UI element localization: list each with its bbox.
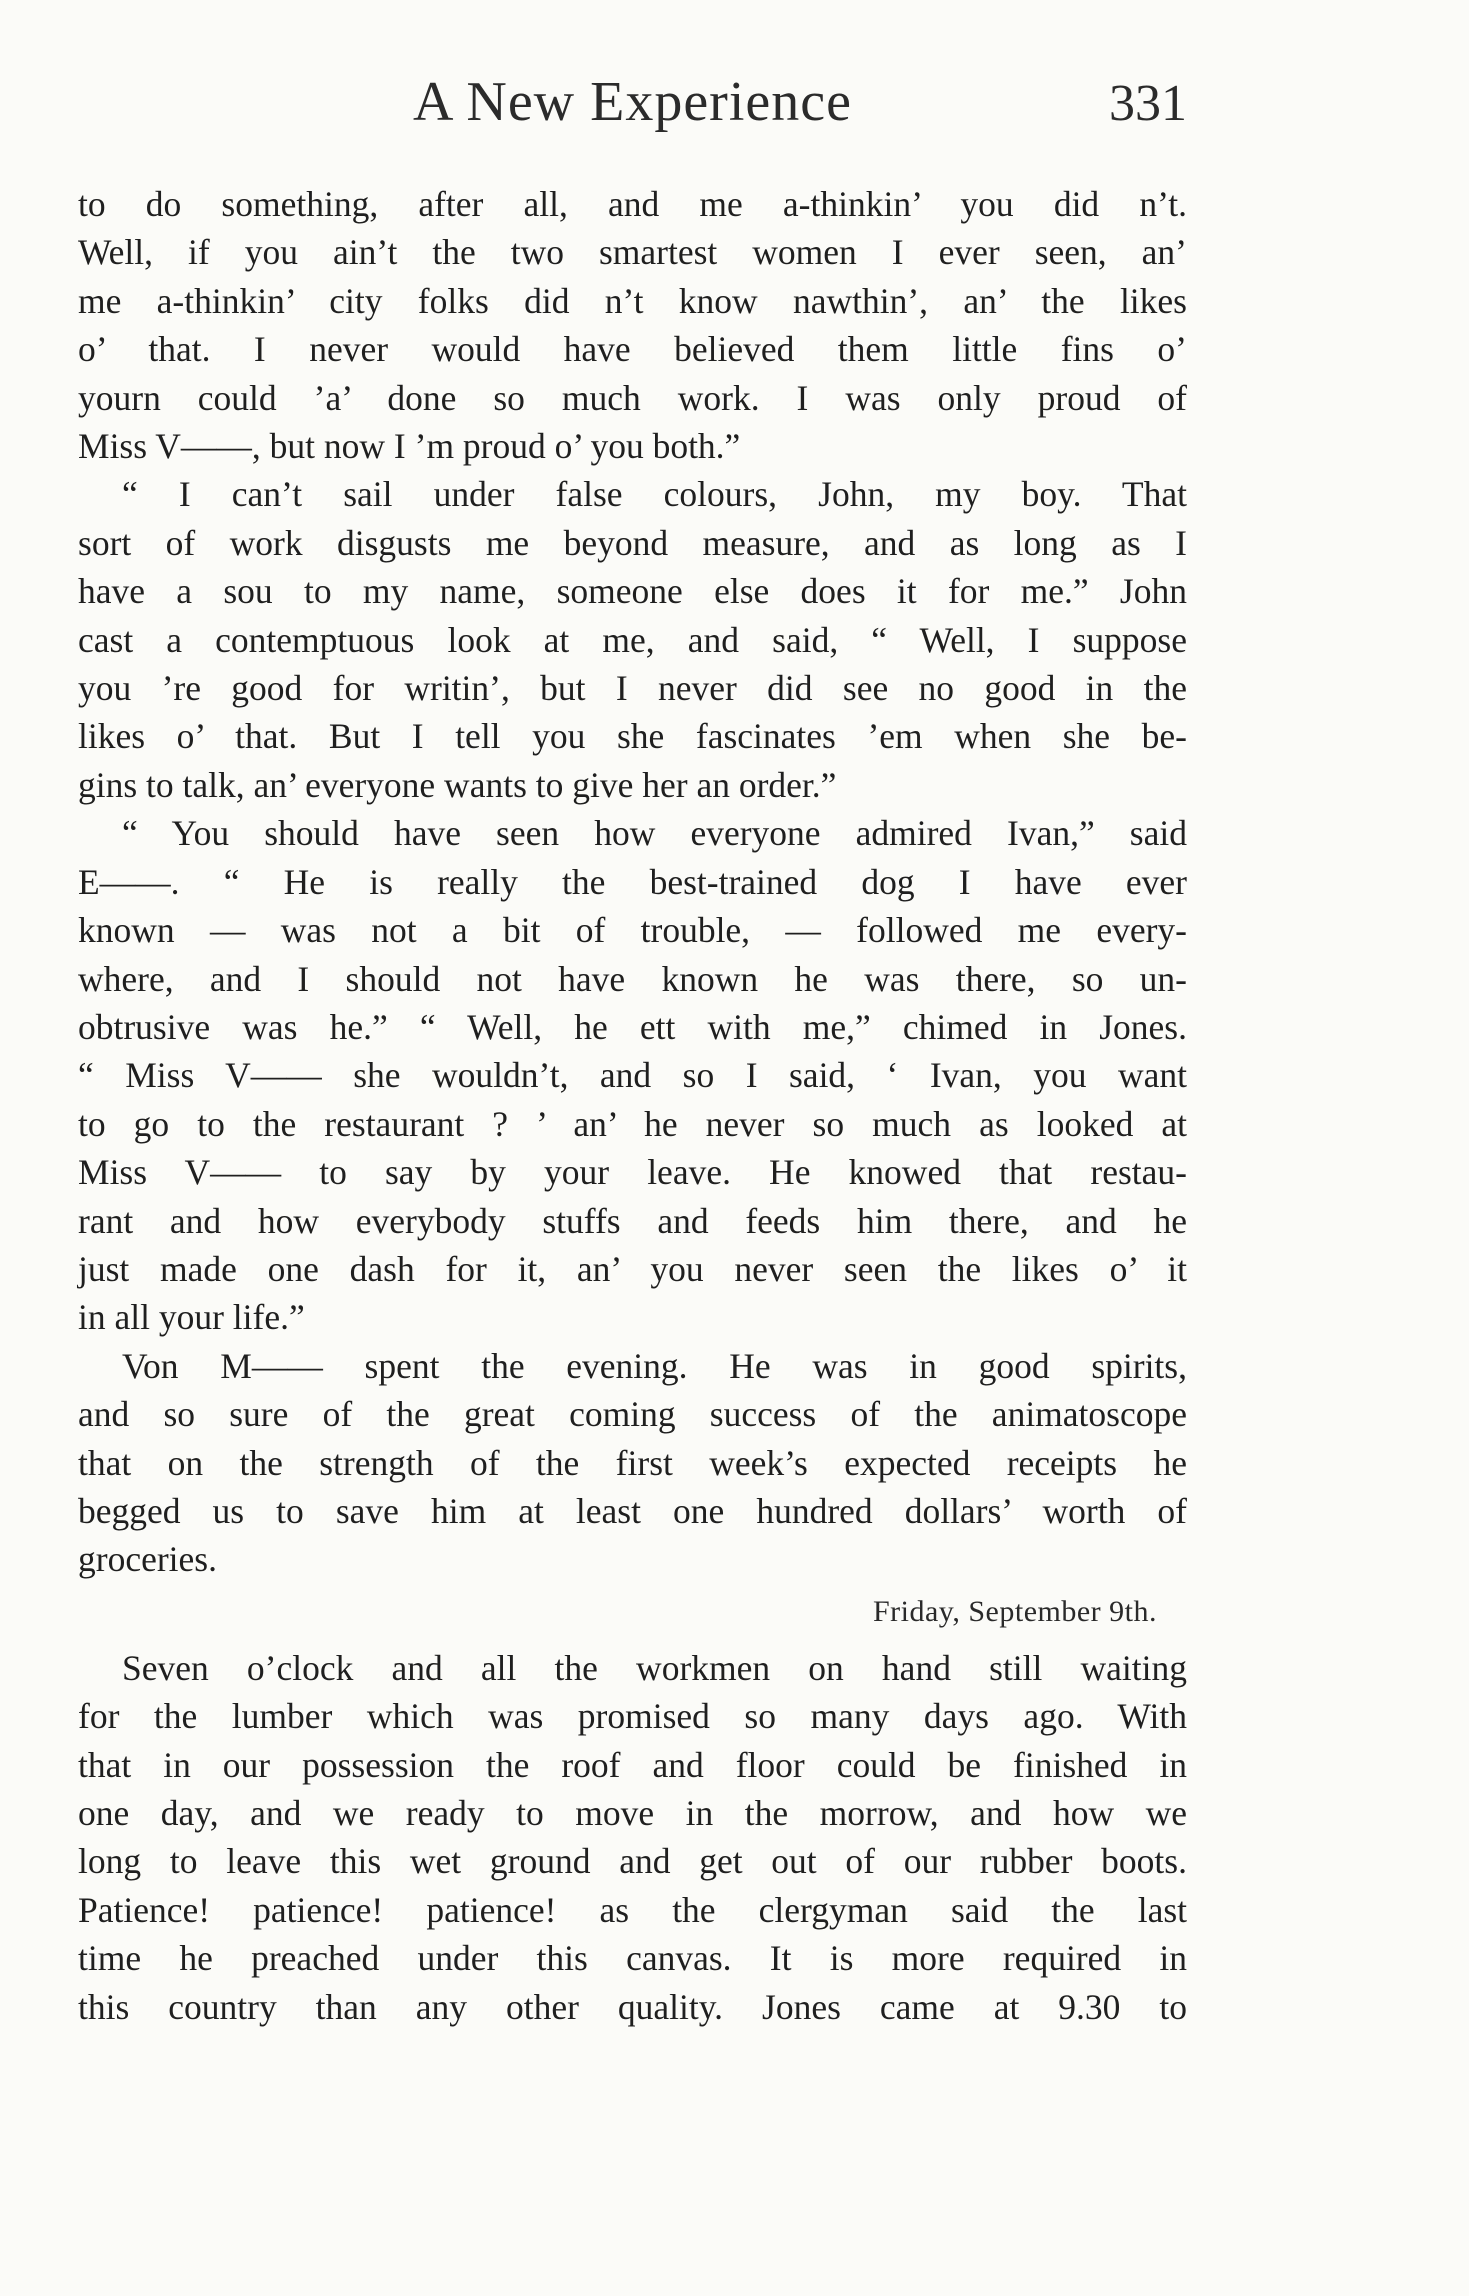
body-text [78,180,1187,2031]
text-line: to do something, after all, and me a-thinkin’ you did n’t. [78,184,1187,224]
text-line: E——. “ He is really the best-trained dog I have ever [78,861,1187,902]
text-line: one day, and we ready to move in the morrow, and how we [78,1793,1187,1833]
dateline: Friday, September 9th. [872,1594,1157,1628]
text-line: cast a contemptuous look at me, and said, “ Well, I suppose [78,619,1187,660]
text-line: “ Miss V—— she wouldn’t, and so I said, ‘ Ivan, you want [78,1055,1187,1096]
text-line: in all your life.” [78,1297,305,1338]
page-header [78,70,1187,140]
text-line: Miss V——, but now I ’m proud o’ you both.” [78,426,741,467]
text-line: yourn could ’a’ done so much work. I was only proud of [78,377,1187,418]
text-line: Well, if you ain’t the two smartest women I ever seen, an’ [78,232,1187,273]
text-line: groceries. [78,1539,217,1580]
text-line: Von M—— spent the evening. He was in good spirits, [122,1345,1187,1386]
text-line: rant and how everybody stuffs and feeds him there, and he [78,1200,1187,1241]
text-line: for the lumber which was promised so many days ago. With [78,1696,1187,1737]
text-line: “ You should have seen how everyone admired Ivan,” said [122,813,1187,854]
text-line: have a sou to my name, someone else does it for me.” John [78,571,1187,612]
text-line: time he preached under this canvas. It is more required in [78,1938,1187,1979]
text-line: begged us to save him at least one hundred dollars’ worth of [78,1490,1187,1531]
text-line: gins to talk, an’ everyone wants to give her an order.” [78,764,837,805]
text-line: me a-thinkin’ city folks did n’t know nawthin’, an’ the likes [78,280,1187,321]
text-line: you ’re good for writin’, but I never did see no good in the [78,668,1187,709]
text-line: this country than any other quality. Jones came at 9.30 to [78,1986,1187,2027]
text-line: just made one dash for it, an’ you never seen the likes o’ it [78,1248,1187,1289]
text-line: Patience! patience! patience! as the clergyman said the last [78,1889,1187,1930]
text-line: “ I can’t sail under false colours, John, my boy. That [122,474,1187,515]
text-line: that in our possession the roof and floor could be finished in [78,1744,1187,1785]
text-line: o’ that. I never would have believed them little fins o’ [78,329,1187,370]
text-line: to go to the restaurant ? ’ an’ he never so much as looked at [78,1103,1187,1144]
text-line: and so sure of the great coming success of the animatoscope [78,1394,1187,1435]
page-number: 331 [1109,75,1187,132]
text-line: long to leave this wet ground and get out of our rubber boots. [78,1841,1187,1882]
text-line: sort of work disgusts me beyond measure, and as long as I [78,522,1187,563]
running-title: A New Experience [413,71,852,133]
text-line: Seven o’clock and all the workmen on hand still waiting [122,1647,1187,1688]
text-line: that on the strength of the first week’s expected receipts he [78,1442,1187,1483]
text-line: known — was not a bit of trouble, — followed me every- [78,910,1187,951]
text-line: likes o’ that. But I tell you she fascinates ’em when she be- [78,716,1187,757]
text-line: obtrusive was he.” “ Well, he ett with me,” chimed in Jones. [78,1006,1187,1047]
text-line: Miss V—— to say by your leave. He knowed that restau- [78,1152,1187,1193]
text-line: where, and I should not have known he was there, so un- [78,958,1187,999]
